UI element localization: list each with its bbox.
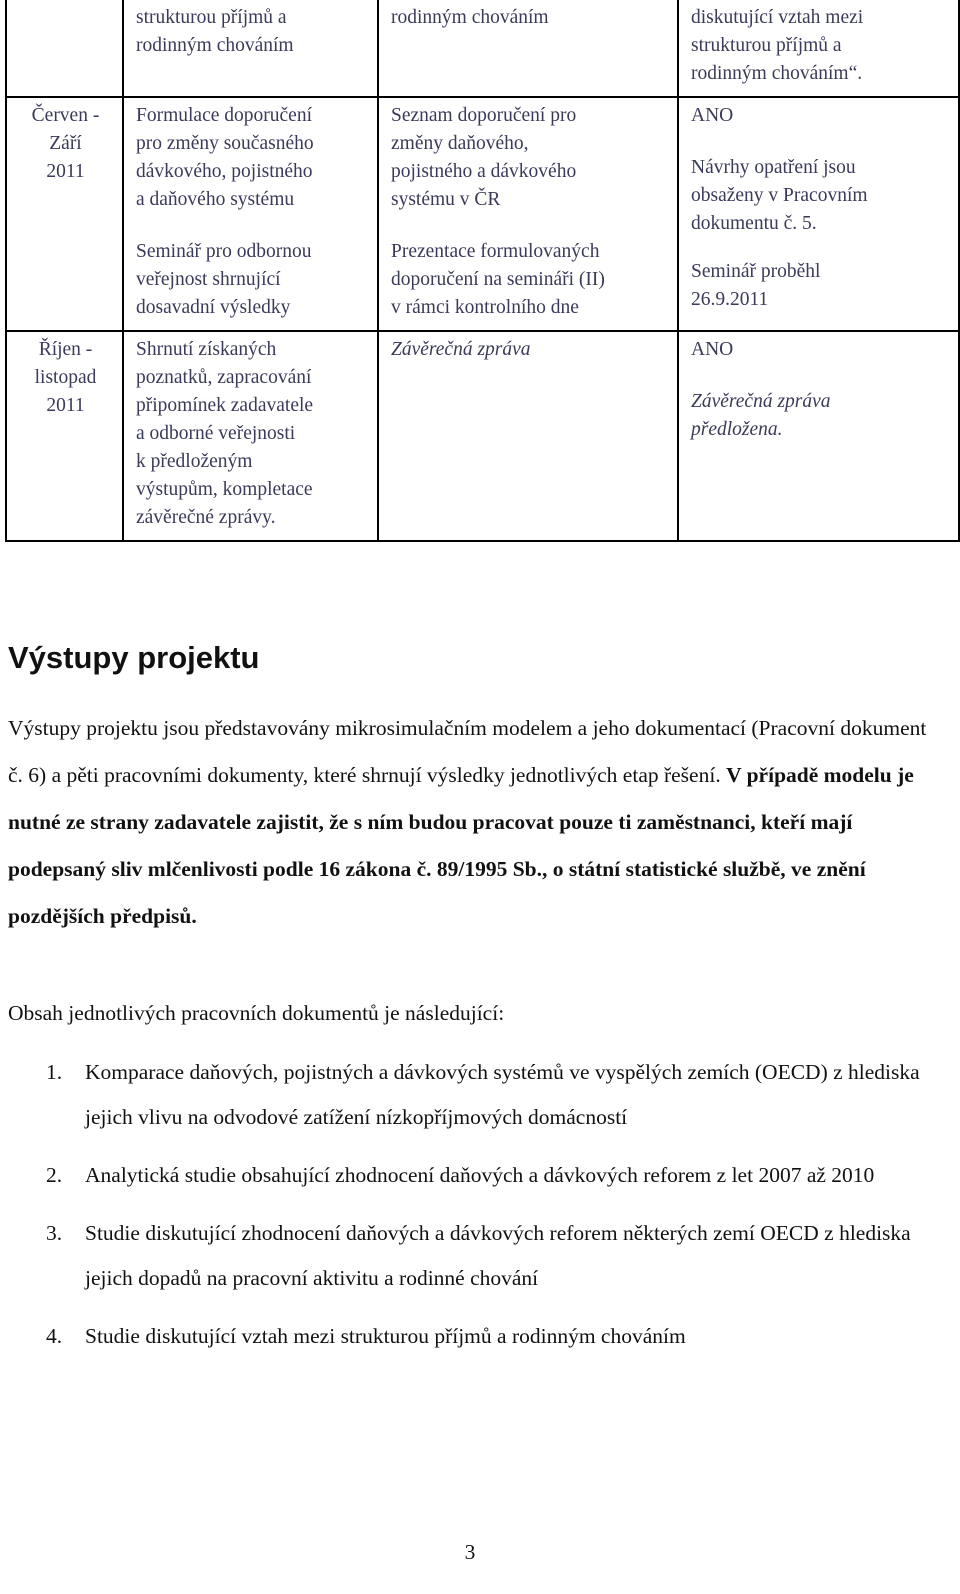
paragraph-text: Výstupy projektu jsou představovány mikrosimulačním modelem a jeho dokumentací (Pracovní dokument č. 6) a pěti pracovními dokumenty, které shrnují výsledky jednotlivých etap řešení. <box>8 716 927 787</box>
list-number: 3. <box>46 1221 63 1245</box>
output-cell: Seznam doporučení pro změny daňového, pojistného a dávkového systému v ČR Prezentace formulovaných doporučení na semináři (II) v rámci kontrolního dne <box>378 97 678 331</box>
table-row <box>6 331 959 541</box>
activity-cell: Shrnutí získaných poznatků, zapracování připomínek zadavatele a odborné veřejnosti k předloženým výstupům, kompletace závěrečné zprávy. <box>123 331 378 541</box>
outputs-paragraph <box>8 705 938 940</box>
output-cell: rodinným chováním <box>378 0 678 97</box>
list-item <box>8 1314 938 1359</box>
page-number: 3 <box>464 1540 476 1564</box>
period-cell: Červen - Září 2011 <box>6 97 123 331</box>
status-cell: ANO Závěrečná zpráva předložena. <box>678 331 959 541</box>
documents-list <box>8 1050 938 1372</box>
status-cell: diskutující vztah mezi strukturou příjmů a rodinným chováním“. <box>678 0 959 97</box>
list-number: 2. <box>46 1163 63 1187</box>
schedule-table <box>5 0 960 542</box>
list-text: Studie diskutující vztah mezi strukturou příjmů a rodinným chováním <box>85 1324 686 1348</box>
status-cell: ANO Návrhy opatření jsou obsaženy v Pracovním dokumentu č. 5. Seminář proběhl 26.9.2011 <box>678 97 959 331</box>
list-item <box>8 1211 938 1301</box>
law-reference-link[interactable]: 16 zákona č. 89/1995 Sb. <box>318 857 542 881</box>
documents-intro: Obsah jednotlivých pracovních dokumentů je následující: <box>8 1001 505 1025</box>
list-number: 1. <box>46 1060 63 1084</box>
output-cell: Závěrečná zpráva <box>378 331 678 541</box>
table-row <box>6 97 959 331</box>
list-text: Studie diskutující zhodnocení daňových a dávkových reforem některých zemí OECD z hlediska jejich dopadů na pracovní aktivitu a rodinné chování <box>85 1221 911 1290</box>
list-item <box>8 1050 938 1140</box>
list-text: Analytická studie obsahující zhodnocení daňových a dávkových reforem z let 2007 až 2010 <box>85 1163 875 1187</box>
period-cell: Říjen - listopad 2011 <box>6 331 123 541</box>
list-item <box>8 1153 938 1198</box>
section-heading: Výstupy projektu <box>8 640 260 675</box>
list-number: 4. <box>46 1324 63 1348</box>
table-row <box>6 0 959 97</box>
confidentiality-note-end: , o státní statistické službě, ve znění pozdějších předpisů. <box>8 857 866 928</box>
list-text: Komparace daňových, pojistných a dávkových systémů ve vyspělých zemích (OECD) z hlediska jejich vlivu na odvodové zatížení nízkopříjmových domácností <box>85 1060 920 1129</box>
period-cell <box>6 0 123 97</box>
activity-cell: strukturou příjmů a rodinným chováním <box>123 0 378 97</box>
activity-cell: Formulace doporučení pro změny současného dávkového, pojistného a daňového systému Seminář pro odbornou veřejnost shrnující dosavadní výsledky <box>123 97 378 331</box>
confidentiality-note: V případě modelu je nutné ze strany zadavatele zajistit, že s ním budou pracovat pouze ti zaměstnanci, kteří mají podepsaný sliv mlčenlivosti podle <box>8 763 914 881</box>
